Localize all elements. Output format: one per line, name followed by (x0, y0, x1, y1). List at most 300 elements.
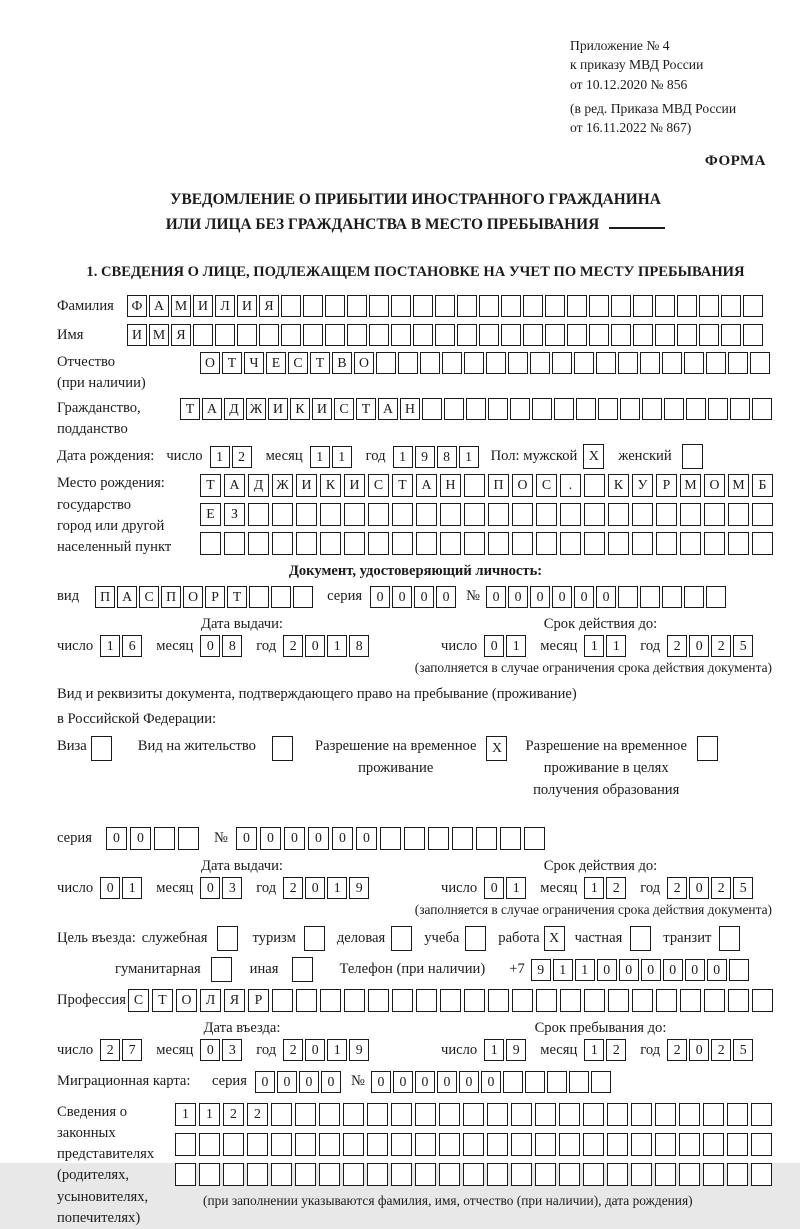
permit-issue-month-cells[interactable] (200, 877, 244, 899)
char-cell[interactable]: Т (222, 352, 242, 374)
char-cell[interactable]: 6 (122, 635, 142, 657)
char-cell[interactable]: 1 (210, 446, 230, 468)
char-cell[interactable] (545, 295, 565, 317)
char-cell[interactable]: 1 (175, 1103, 196, 1126)
char-cell[interactable]: И (268, 398, 288, 420)
char-cell[interactable] (536, 532, 557, 555)
char-cell[interactable]: Р (205, 586, 225, 608)
char-cell[interactable]: 0 (370, 586, 390, 608)
char-cell[interactable] (391, 1103, 412, 1126)
char-cell[interactable]: 1 (310, 446, 330, 468)
char-cell[interactable]: С (288, 352, 308, 374)
char-cell[interactable] (463, 1163, 484, 1186)
char-cell[interactable]: 2 (667, 635, 687, 657)
char-cell[interactable]: 0 (200, 1039, 220, 1061)
char-cell[interactable] (369, 324, 389, 346)
char-cell[interactable] (296, 503, 317, 526)
char-cell[interactable] (618, 352, 638, 374)
char-cell[interactable] (272, 989, 293, 1012)
birth-year-cells[interactable] (393, 446, 481, 468)
char-cell[interactable] (295, 1133, 316, 1156)
char-cell[interactable] (271, 1133, 292, 1156)
char-cell[interactable] (655, 324, 675, 346)
char-cell[interactable]: Л (200, 989, 221, 1012)
char-cell[interactable] (680, 503, 701, 526)
char-cell[interactable]: С (536, 474, 557, 497)
char-cell[interactable] (501, 295, 521, 317)
char-cell[interactable] (743, 295, 763, 317)
char-cell[interactable]: 0 (508, 586, 528, 608)
char-cell[interactable]: 9 (531, 959, 551, 981)
char-cell[interactable]: И (296, 474, 317, 497)
char-cell[interactable] (642, 398, 662, 420)
char-cell[interactable] (545, 324, 565, 346)
char-cell[interactable]: 1 (584, 635, 604, 657)
char-cell[interactable]: С (368, 474, 389, 497)
char-cell[interactable] (217, 926, 238, 951)
char-cell[interactable] (248, 532, 269, 555)
char-cell[interactable] (465, 926, 486, 951)
char-cell[interactable]: 1 (606, 635, 626, 657)
char-cell[interactable]: 0 (308, 827, 329, 850)
surname-cells[interactable] (127, 295, 765, 317)
patronymic-cells[interactable] (200, 352, 772, 374)
char-cell[interactable] (367, 1133, 388, 1156)
char-cell[interactable] (677, 324, 697, 346)
char-cell[interactable] (344, 989, 365, 1012)
char-cell[interactable] (368, 503, 389, 526)
char-cell[interactable]: О (176, 989, 197, 1012)
char-cell[interactable] (500, 827, 521, 850)
char-cell[interactable] (488, 503, 509, 526)
char-cell[interactable]: 2 (223, 1103, 244, 1126)
char-cell[interactable]: 3 (222, 1039, 242, 1061)
char-cell[interactable] (325, 324, 345, 346)
char-cell[interactable] (656, 989, 677, 1012)
char-cell[interactable]: 9 (415, 446, 435, 468)
char-cell[interactable] (532, 398, 552, 420)
char-cell[interactable] (584, 503, 605, 526)
char-cell[interactable]: 0 (260, 827, 281, 850)
char-cell[interactable] (589, 324, 609, 346)
char-cell[interactable] (704, 503, 725, 526)
char-cell[interactable] (271, 1103, 292, 1126)
char-cell[interactable] (508, 352, 528, 374)
char-cell[interactable]: Д (248, 474, 269, 497)
char-cell[interactable] (415, 1133, 436, 1156)
char-cell[interactable] (464, 503, 485, 526)
char-cell[interactable] (476, 827, 497, 850)
char-cell[interactable] (728, 989, 749, 1012)
char-cell[interactable] (391, 295, 411, 317)
char-cell[interactable] (523, 324, 543, 346)
citizenship-cells[interactable] (180, 398, 774, 420)
temp-residence-edu-checkbox[interactable] (697, 736, 720, 761)
char-cell[interactable]: 1 (459, 446, 479, 468)
char-cell[interactable]: 1 (327, 635, 347, 657)
char-cell[interactable]: П (488, 474, 509, 497)
char-cell[interactable] (560, 503, 581, 526)
char-cell[interactable]: 0 (200, 877, 220, 899)
char-cell[interactable]: 1 (584, 1039, 604, 1061)
char-cell[interactable] (457, 324, 477, 346)
reps-row2-cells[interactable] (175, 1133, 775, 1156)
char-cell[interactable]: 5 (733, 877, 753, 899)
char-cell[interactable] (706, 586, 726, 608)
char-cell[interactable] (271, 586, 291, 608)
char-cell[interactable] (512, 989, 533, 1012)
char-cell[interactable] (583, 1133, 604, 1156)
char-cell[interactable]: 1 (327, 877, 347, 899)
char-cell[interactable]: 2 (667, 877, 687, 899)
char-cell[interactable] (751, 1103, 772, 1126)
char-cell[interactable]: Т (310, 352, 330, 374)
char-cell[interactable] (367, 1103, 388, 1126)
char-cell[interactable] (662, 586, 682, 608)
char-cell[interactable]: Т (152, 989, 173, 1012)
char-cell[interactable]: К (290, 398, 310, 420)
char-cell[interactable] (440, 532, 461, 555)
char-cell[interactable]: 0 (486, 586, 506, 608)
char-cell[interactable] (487, 1163, 508, 1186)
stay-day-cells[interactable] (484, 1039, 528, 1061)
char-cell[interactable]: 0 (707, 959, 727, 981)
char-cell[interactable]: 1 (327, 1039, 347, 1061)
char-cell[interactable] (631, 1103, 652, 1126)
char-cell[interactable] (719, 926, 740, 951)
char-cell[interactable] (295, 1163, 316, 1186)
char-cell[interactable]: 1 (584, 877, 604, 899)
char-cell[interactable] (684, 352, 704, 374)
entry-day-cells[interactable] (100, 1039, 144, 1061)
permit-valid-day-cells[interactable] (484, 877, 528, 899)
char-cell[interactable] (319, 1163, 340, 1186)
char-cell[interactable]: Л (215, 295, 235, 317)
char-cell[interactable]: 2 (667, 1039, 687, 1061)
char-cell[interactable] (721, 295, 741, 317)
char-cell[interactable]: 0 (305, 877, 325, 899)
char-cell[interactable] (751, 1133, 772, 1156)
id-valid-day-cells[interactable] (484, 635, 528, 657)
char-cell[interactable]: 0 (284, 827, 305, 850)
char-cell[interactable] (404, 827, 425, 850)
char-cell[interactable] (751, 1163, 772, 1186)
birth-month-cells[interactable] (310, 446, 354, 468)
purpose-transit-checkbox[interactable] (719, 926, 742, 951)
doc-series-cells[interactable] (370, 586, 458, 608)
char-cell[interactable] (584, 989, 605, 1012)
char-cell[interactable] (296, 989, 317, 1012)
char-cell[interactable] (750, 352, 770, 374)
char-cell[interactable] (420, 352, 440, 374)
char-cell[interactable] (560, 989, 581, 1012)
purpose-study-checkbox[interactable] (465, 926, 488, 951)
char-cell[interactable] (632, 532, 653, 555)
id-issue-year-cells[interactable] (283, 635, 371, 657)
char-cell[interactable] (611, 324, 631, 346)
char-cell[interactable]: 0 (371, 1071, 391, 1093)
char-cell[interactable] (391, 324, 411, 346)
char-cell[interactable]: М (680, 474, 701, 497)
phone-cells[interactable] (531, 959, 751, 981)
char-cell[interactable]: И (312, 398, 332, 420)
name-cells[interactable] (127, 324, 765, 346)
char-cell[interactable] (708, 398, 728, 420)
char-cell[interactable]: 0 (530, 586, 550, 608)
birthplace-row1-cells[interactable] (200, 474, 776, 497)
char-cell[interactable]: 0 (689, 635, 709, 657)
char-cell[interactable] (392, 989, 413, 1012)
char-cell[interactable] (574, 352, 594, 374)
char-cell[interactable] (479, 324, 499, 346)
char-cell[interactable] (752, 503, 773, 526)
char-cell[interactable]: И (127, 324, 147, 346)
char-cell[interactable] (292, 957, 313, 982)
char-cell[interactable] (272, 503, 293, 526)
char-cell[interactable] (633, 295, 653, 317)
char-cell[interactable]: 9 (349, 877, 369, 899)
char-cell[interactable]: 0 (106, 827, 127, 850)
char-cell[interactable] (591, 1071, 611, 1093)
char-cell[interactable] (608, 532, 629, 555)
char-cell[interactable]: С (139, 586, 159, 608)
char-cell[interactable] (535, 1133, 556, 1156)
char-cell[interactable] (295, 1103, 316, 1126)
char-cell[interactable]: А (149, 295, 169, 317)
char-cell[interactable] (662, 352, 682, 374)
purpose-other-checkbox[interactable] (292, 957, 315, 982)
char-cell[interactable]: 8 (349, 635, 369, 657)
char-cell[interactable]: Т (356, 398, 376, 420)
id-issue-day-cells[interactable] (100, 635, 144, 657)
char-cell[interactable] (684, 586, 704, 608)
char-cell[interactable] (416, 503, 437, 526)
char-cell[interactable]: М (728, 474, 749, 497)
id-valid-month-cells[interactable] (584, 635, 628, 657)
char-cell[interactable]: Я (259, 295, 279, 317)
char-cell[interactable] (552, 352, 572, 374)
char-cell[interactable]: Р (656, 474, 677, 497)
char-cell[interactable] (271, 1163, 292, 1186)
char-cell[interactable]: Н (400, 398, 420, 420)
char-cell[interactable] (752, 989, 773, 1012)
char-cell[interactable]: 0 (236, 827, 257, 850)
char-cell[interactable]: X (544, 926, 565, 951)
purpose-tourism-checkbox[interactable] (304, 926, 327, 951)
char-cell[interactable] (439, 1103, 460, 1126)
char-cell[interactable] (416, 532, 437, 555)
char-cell[interactable]: Е (266, 352, 286, 374)
permit-issue-year-cells[interactable] (283, 877, 371, 899)
char-cell[interactable] (512, 532, 533, 555)
char-cell[interactable] (721, 324, 741, 346)
char-cell[interactable]: 0 (689, 877, 709, 899)
char-cell[interactable]: И (193, 295, 213, 317)
char-cell[interactable] (664, 398, 684, 420)
char-cell[interactable] (630, 926, 651, 951)
char-cell[interactable] (655, 1133, 676, 1156)
purpose-business-checkbox[interactable] (391, 926, 414, 951)
char-cell[interactable]: 8 (222, 635, 242, 657)
char-cell[interactable] (583, 1163, 604, 1186)
char-cell[interactable] (343, 1103, 364, 1126)
char-cell[interactable]: К (320, 474, 341, 497)
char-cell[interactable] (464, 989, 485, 1012)
char-cell[interactable] (442, 352, 462, 374)
char-cell[interactable] (296, 532, 317, 555)
entry-month-cells[interactable] (200, 1039, 244, 1061)
char-cell[interactable]: Т (200, 474, 221, 497)
char-cell[interactable] (536, 989, 557, 1012)
char-cell[interactable]: К (608, 474, 629, 497)
permit-number-cells[interactable] (236, 827, 548, 850)
char-cell[interactable] (567, 295, 587, 317)
char-cell[interactable] (511, 1133, 532, 1156)
char-cell[interactable]: 1 (332, 446, 352, 468)
migration-series-cells[interactable] (255, 1071, 343, 1093)
char-cell[interactable]: О (354, 352, 374, 374)
char-cell[interactable]: Ж (272, 474, 293, 497)
char-cell[interactable]: 0 (596, 586, 616, 608)
char-cell[interactable] (618, 586, 638, 608)
doc-number-cells[interactable] (486, 586, 728, 608)
char-cell[interactable] (523, 295, 543, 317)
char-cell[interactable]: 2 (711, 635, 731, 657)
char-cell[interactable] (415, 1163, 436, 1186)
char-cell[interactable]: О (200, 352, 220, 374)
permit-valid-year-cells[interactable] (667, 877, 755, 899)
char-cell[interactable] (281, 324, 301, 346)
char-cell[interactable]: 0 (255, 1071, 275, 1093)
char-cell[interactable]: 0 (481, 1071, 501, 1093)
char-cell[interactable] (435, 324, 455, 346)
char-cell[interactable] (413, 324, 433, 346)
char-cell[interactable] (488, 989, 509, 1012)
char-cell[interactable] (576, 398, 596, 420)
char-cell[interactable]: И (344, 474, 365, 497)
char-cell[interactable] (224, 532, 245, 555)
char-cell[interactable] (392, 503, 413, 526)
char-cell[interactable]: 0 (663, 959, 683, 981)
char-cell[interactable]: 5 (733, 1039, 753, 1061)
char-cell[interactable] (703, 1163, 724, 1186)
char-cell[interactable]: П (161, 586, 181, 608)
char-cell[interactable]: 0 (100, 877, 120, 899)
char-cell[interactable] (706, 352, 726, 374)
char-cell[interactable] (199, 1133, 220, 1156)
char-cell[interactable] (682, 444, 703, 469)
purpose-official-checkbox[interactable] (217, 926, 240, 951)
char-cell[interactable] (175, 1163, 196, 1186)
char-cell[interactable] (193, 324, 213, 346)
char-cell[interactable] (501, 324, 521, 346)
char-cell[interactable]: Ч (244, 352, 264, 374)
char-cell[interactable] (440, 989, 461, 1012)
char-cell[interactable]: 1 (553, 959, 573, 981)
reps-row1-cells[interactable] (175, 1103, 775, 1126)
char-cell[interactable] (620, 398, 640, 420)
char-cell[interactable] (536, 503, 557, 526)
char-cell[interactable]: 2 (711, 877, 731, 899)
char-cell[interactable] (457, 295, 477, 317)
char-cell[interactable] (293, 586, 313, 608)
char-cell[interactable] (154, 827, 175, 850)
char-cell[interactable] (727, 1103, 748, 1126)
char-cell[interactable] (479, 295, 499, 317)
char-cell[interactable]: 0 (299, 1071, 319, 1093)
char-cell[interactable]: 0 (574, 586, 594, 608)
birthplace-row2-cells[interactable] (200, 503, 776, 526)
char-cell[interactable] (727, 1163, 748, 1186)
char-cell[interactable] (679, 1133, 700, 1156)
char-cell[interactable]: А (202, 398, 222, 420)
char-cell[interactable] (699, 324, 719, 346)
char-cell[interactable] (596, 352, 616, 374)
char-cell[interactable] (559, 1133, 580, 1156)
char-cell[interactable]: 0 (305, 635, 325, 657)
char-cell[interactable] (608, 503, 629, 526)
char-cell[interactable]: 0 (305, 1039, 325, 1061)
char-cell[interactable] (452, 827, 473, 850)
birth-day-cells[interactable] (210, 446, 254, 468)
char-cell[interactable] (511, 1163, 532, 1186)
purpose-work-checkbox[interactable] (544, 926, 567, 951)
char-cell[interactable] (608, 989, 629, 1012)
char-cell[interactable]: Ф (127, 295, 147, 317)
char-cell[interactable]: 0 (641, 959, 661, 981)
char-cell[interactable]: 0 (689, 1039, 709, 1061)
char-cell[interactable]: . (560, 474, 581, 497)
char-cell[interactable] (679, 1103, 700, 1126)
char-cell[interactable]: 3 (222, 877, 242, 899)
reps-row3-cells[interactable] (175, 1163, 775, 1186)
char-cell[interactable]: Р (248, 989, 269, 1012)
char-cell[interactable]: 0 (597, 959, 617, 981)
char-cell[interactable] (398, 352, 418, 374)
sex-male-checkbox[interactable] (583, 444, 606, 469)
char-cell[interactable] (464, 352, 484, 374)
char-cell[interactable]: Я (171, 324, 191, 346)
char-cell[interactable]: Т (227, 586, 247, 608)
char-cell[interactable]: М (171, 295, 191, 317)
char-cell[interactable] (686, 398, 706, 420)
char-cell[interactable]: 9 (506, 1039, 526, 1061)
char-cell[interactable] (752, 398, 772, 420)
char-cell[interactable] (272, 532, 293, 555)
char-cell[interactable] (486, 352, 506, 374)
char-cell[interactable] (559, 1103, 580, 1126)
sex-female-checkbox[interactable] (682, 444, 705, 469)
char-cell[interactable]: 0 (414, 586, 434, 608)
char-cell[interactable]: М (149, 324, 169, 346)
char-cell[interactable] (656, 532, 677, 555)
char-cell[interactable] (91, 736, 112, 761)
char-cell[interactable]: 2 (283, 635, 303, 657)
char-cell[interactable]: Я (224, 989, 245, 1012)
char-cell[interactable]: 0 (277, 1071, 297, 1093)
char-cell[interactable] (391, 1163, 412, 1186)
char-cell[interactable] (655, 1163, 676, 1186)
char-cell[interactable]: X (583, 444, 604, 469)
char-cell[interactable]: 0 (437, 1071, 457, 1093)
char-cell[interactable]: С (128, 989, 149, 1012)
char-cell[interactable]: Б (752, 474, 773, 497)
char-cell[interactable]: 1 (122, 877, 142, 899)
char-cell[interactable] (380, 827, 401, 850)
char-cell[interactable] (607, 1133, 628, 1156)
char-cell[interactable]: 0 (484, 877, 504, 899)
char-cell[interactable]: 2 (283, 1039, 303, 1061)
